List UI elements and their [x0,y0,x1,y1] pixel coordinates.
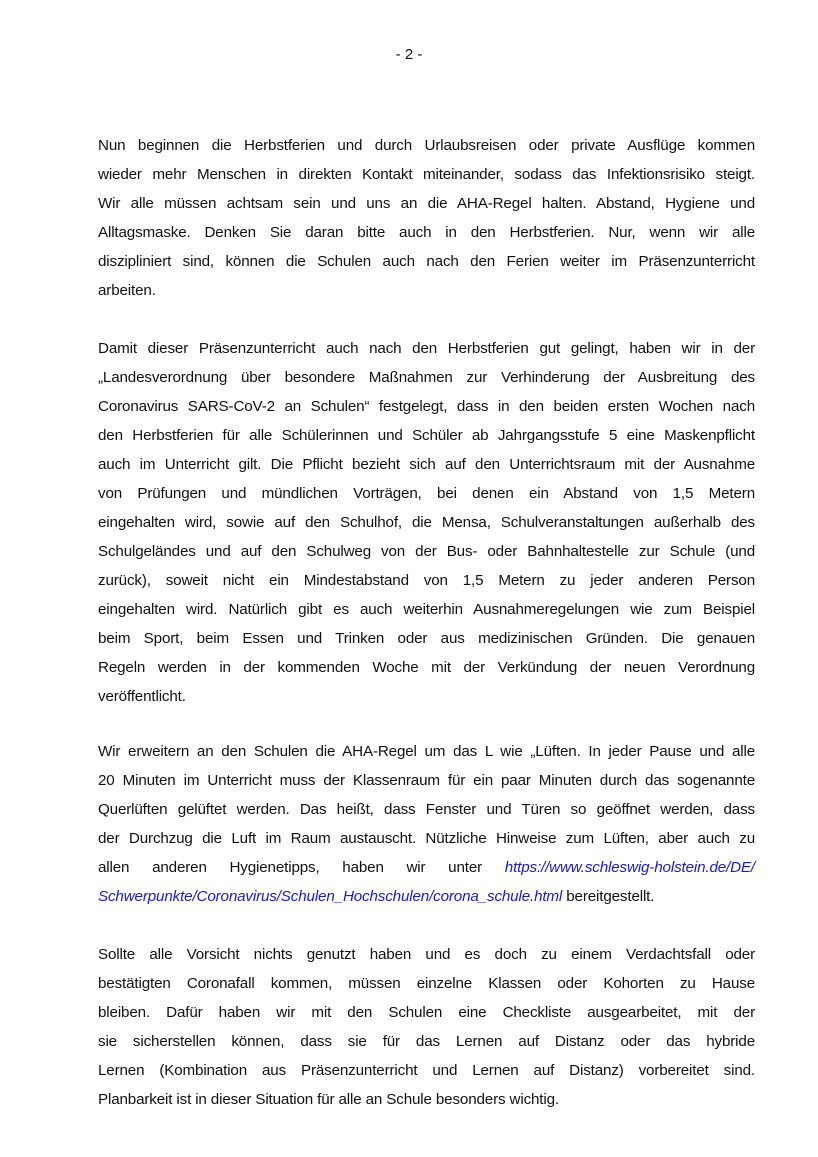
link-suffix-text: bereitgestellt. [562,888,655,905]
text-line: 20 Minuten im Unterricht muss der Klassenraum für ein paar Minuten durch das sogenannte [98,772,755,789]
text-line: Alltagsmaske. Denken Sie daran bitte auch in den Herbstferien. Nur, wenn wir alle [98,224,755,241]
text-line: der Durchzug die Luft im Raum austauscht. Nützliche Hinweise zum Lüften, aber auch zu [98,830,755,847]
text-line: Schulgeländes und auf den Schulweg von der Bus- oder Bahnhaltestelle zur Schule (und [98,543,755,560]
text-line: Sollte alle Vorsicht nichts genutzt haben und es doch zu einem Verdachtsfall oder [98,946,755,963]
corona-schule-link[interactable]: https://www.schleswig-holstein.de/DE/ [504,859,755,876]
text-line: diszipliniert sind, können die Schulen auch nach den Ferien weiter im Präsenzunterricht [98,253,755,270]
paragraph-1 [98,131,755,305]
text-line: Damit dieser Präsenzunterricht auch nach den Herbstferien gut gelingt, haben wir in der [98,340,755,357]
text-line: sie sicherstellen können, dass sie für das Lernen auf Distanz oder das hybride [98,1033,755,1050]
text-line: veröffentlicht. [98,688,186,705]
text-line: Wir alle müssen achtsam sein und uns an die AHA-Regel halten. Abstand, Hygiene und [98,195,755,212]
text-line: Nun beginnen die Herbstferien und durch Urlaubsreisen oder private Ausflüge kommen [98,137,755,154]
paragraph-4 [98,940,755,1114]
text-line: bleiben. Dafür haben wir mit den Schulen eine Checkliste ausgearbeitet, mit der [98,1004,755,1021]
text-line: eingehalten wird, sowie auf den Schulhof, die Mensa, Schulveranstaltungen außerhalb des [98,514,755,531]
text-line: Coronavirus SARS-CoV-2 an Schulen“ festgelegt, dass in den beiden ersten Wochen nach [98,398,755,415]
text-line: zurück), soweit nicht ein Mindestabstand von 1,5 Metern zu jeder anderen Person [98,572,755,589]
text-line: den Herbstferien für alle Schülerinnen und Schüler ab Jahrgangsstufe 5 eine Maskenpflicht [98,427,755,444]
text-line: bestätigten Coronafall kommen, müssen einzelne Klassen oder Kohorten zu Hause [98,975,755,992]
text-line: Planbarkeit ist in dieser Situation für alle an Schule besonders wichtig. [98,1091,559,1108]
text-line-with-link [98,882,755,911]
page-number: - 2 - [395,46,423,63]
text-line: „Landesverordnung über besondere Maßnahmen zur Verhinderung der Ausbreitung des [98,369,755,386]
paragraph-2 [98,334,755,711]
corona-schule-link-continued[interactable]: Schwerpunkte/Coronavirus/Schulen_Hochschulen/corona_schule.html [98,888,563,905]
text-line: Lernen (Kombination aus Präsenzunterricht und Lernen auf Distanz) vorbereitet sind. [98,1062,755,1079]
text-line: beim Sport, beim Essen und Trinken oder aus medizinischen Gründen. Die genauen [98,630,755,647]
text-line: von Prüfungen und mündlichen Vorträgen, bei denen ein Abstand von 1,5 Metern [98,485,755,502]
text-line: arbeiten. [98,282,156,299]
text-line: Regeln werden in der kommenden Woche mit der Verkündung der neuen Verordnung [98,659,755,676]
text-line: eingehalten wird. Natürlich gibt es auch weiterhin Ausnahmeregelungen wie zum Beispiel [98,601,755,618]
paragraph-3 [98,737,755,911]
text-line-with-link [98,853,755,882]
link-prefix-text: allen anderen Hygienetipps, haben wir unter [98,859,483,876]
text-line: Wir erweitern an den Schulen die AHA-Regel um das L wie „Lüften. In jeder Pause und alle [98,743,755,760]
text-line: Querlüften gelüftet werden. Das heißt, dass Fenster und Türen so geöffnet werden, dass [98,801,755,818]
text-line: wieder mehr Menschen in direkten Kontakt miteinander, sodass das Infektionsrisiko steigt. [98,166,755,183]
text-line: auch im Unterricht gilt. Die Pflicht bezieht sich auf den Unterrichtsraum mit der Ausnahme [98,456,755,473]
